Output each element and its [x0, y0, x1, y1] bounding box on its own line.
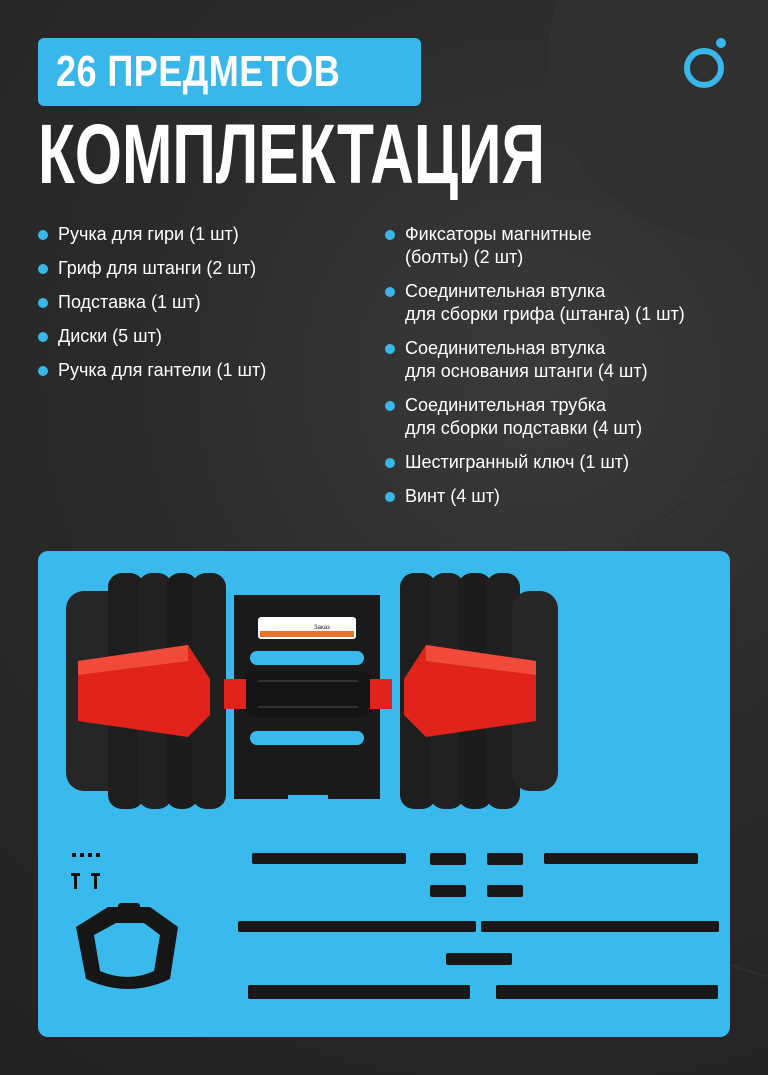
items-list-right: [385, 223, 685, 519]
list-item: Ручка для гантели (1 шт): [38, 359, 266, 382]
list-item: Ручка для гири (1 шт): [38, 223, 266, 246]
product-image-panel: [38, 551, 730, 1037]
page-title: КОМПЛЕКТАЦИЯ: [38, 107, 545, 201]
badge-label: 26 ПРЕДМЕТОВ: [56, 47, 341, 96]
list-item: Соединительная втулка для основания штанги (4 шт): [385, 337, 685, 383]
list-item: Соединительная втулка для сборки грифа (штанга) (1 шт): [385, 280, 685, 326]
list-item: Диски (5 шт): [38, 325, 266, 348]
list-item: Шестигранный ключ (1 шт): [385, 451, 685, 474]
list-item: Фиксаторы магнитные (болты) (2 шт): [385, 223, 685, 269]
items-list-left: [38, 223, 266, 393]
list-item: Винт (4 шт): [385, 485, 685, 508]
accessories-image: [71, 853, 719, 999]
product-illustration: [38, 551, 730, 1037]
brand-logo-icon: [684, 48, 724, 88]
background-circle: [548, 0, 768, 240]
box-label-text: Заказ: [314, 625, 330, 631]
list-item: Гриф для штанги (2 шт): [38, 257, 266, 280]
dumbbell-image: [66, 573, 558, 809]
list-item: Подставка (1 шт): [38, 291, 266, 314]
items-count-badge: [38, 38, 421, 106]
list-item: Соединительная трубка для сборки подставки (4 шт): [385, 394, 685, 440]
brand-logo-dot: [716, 38, 726, 48]
